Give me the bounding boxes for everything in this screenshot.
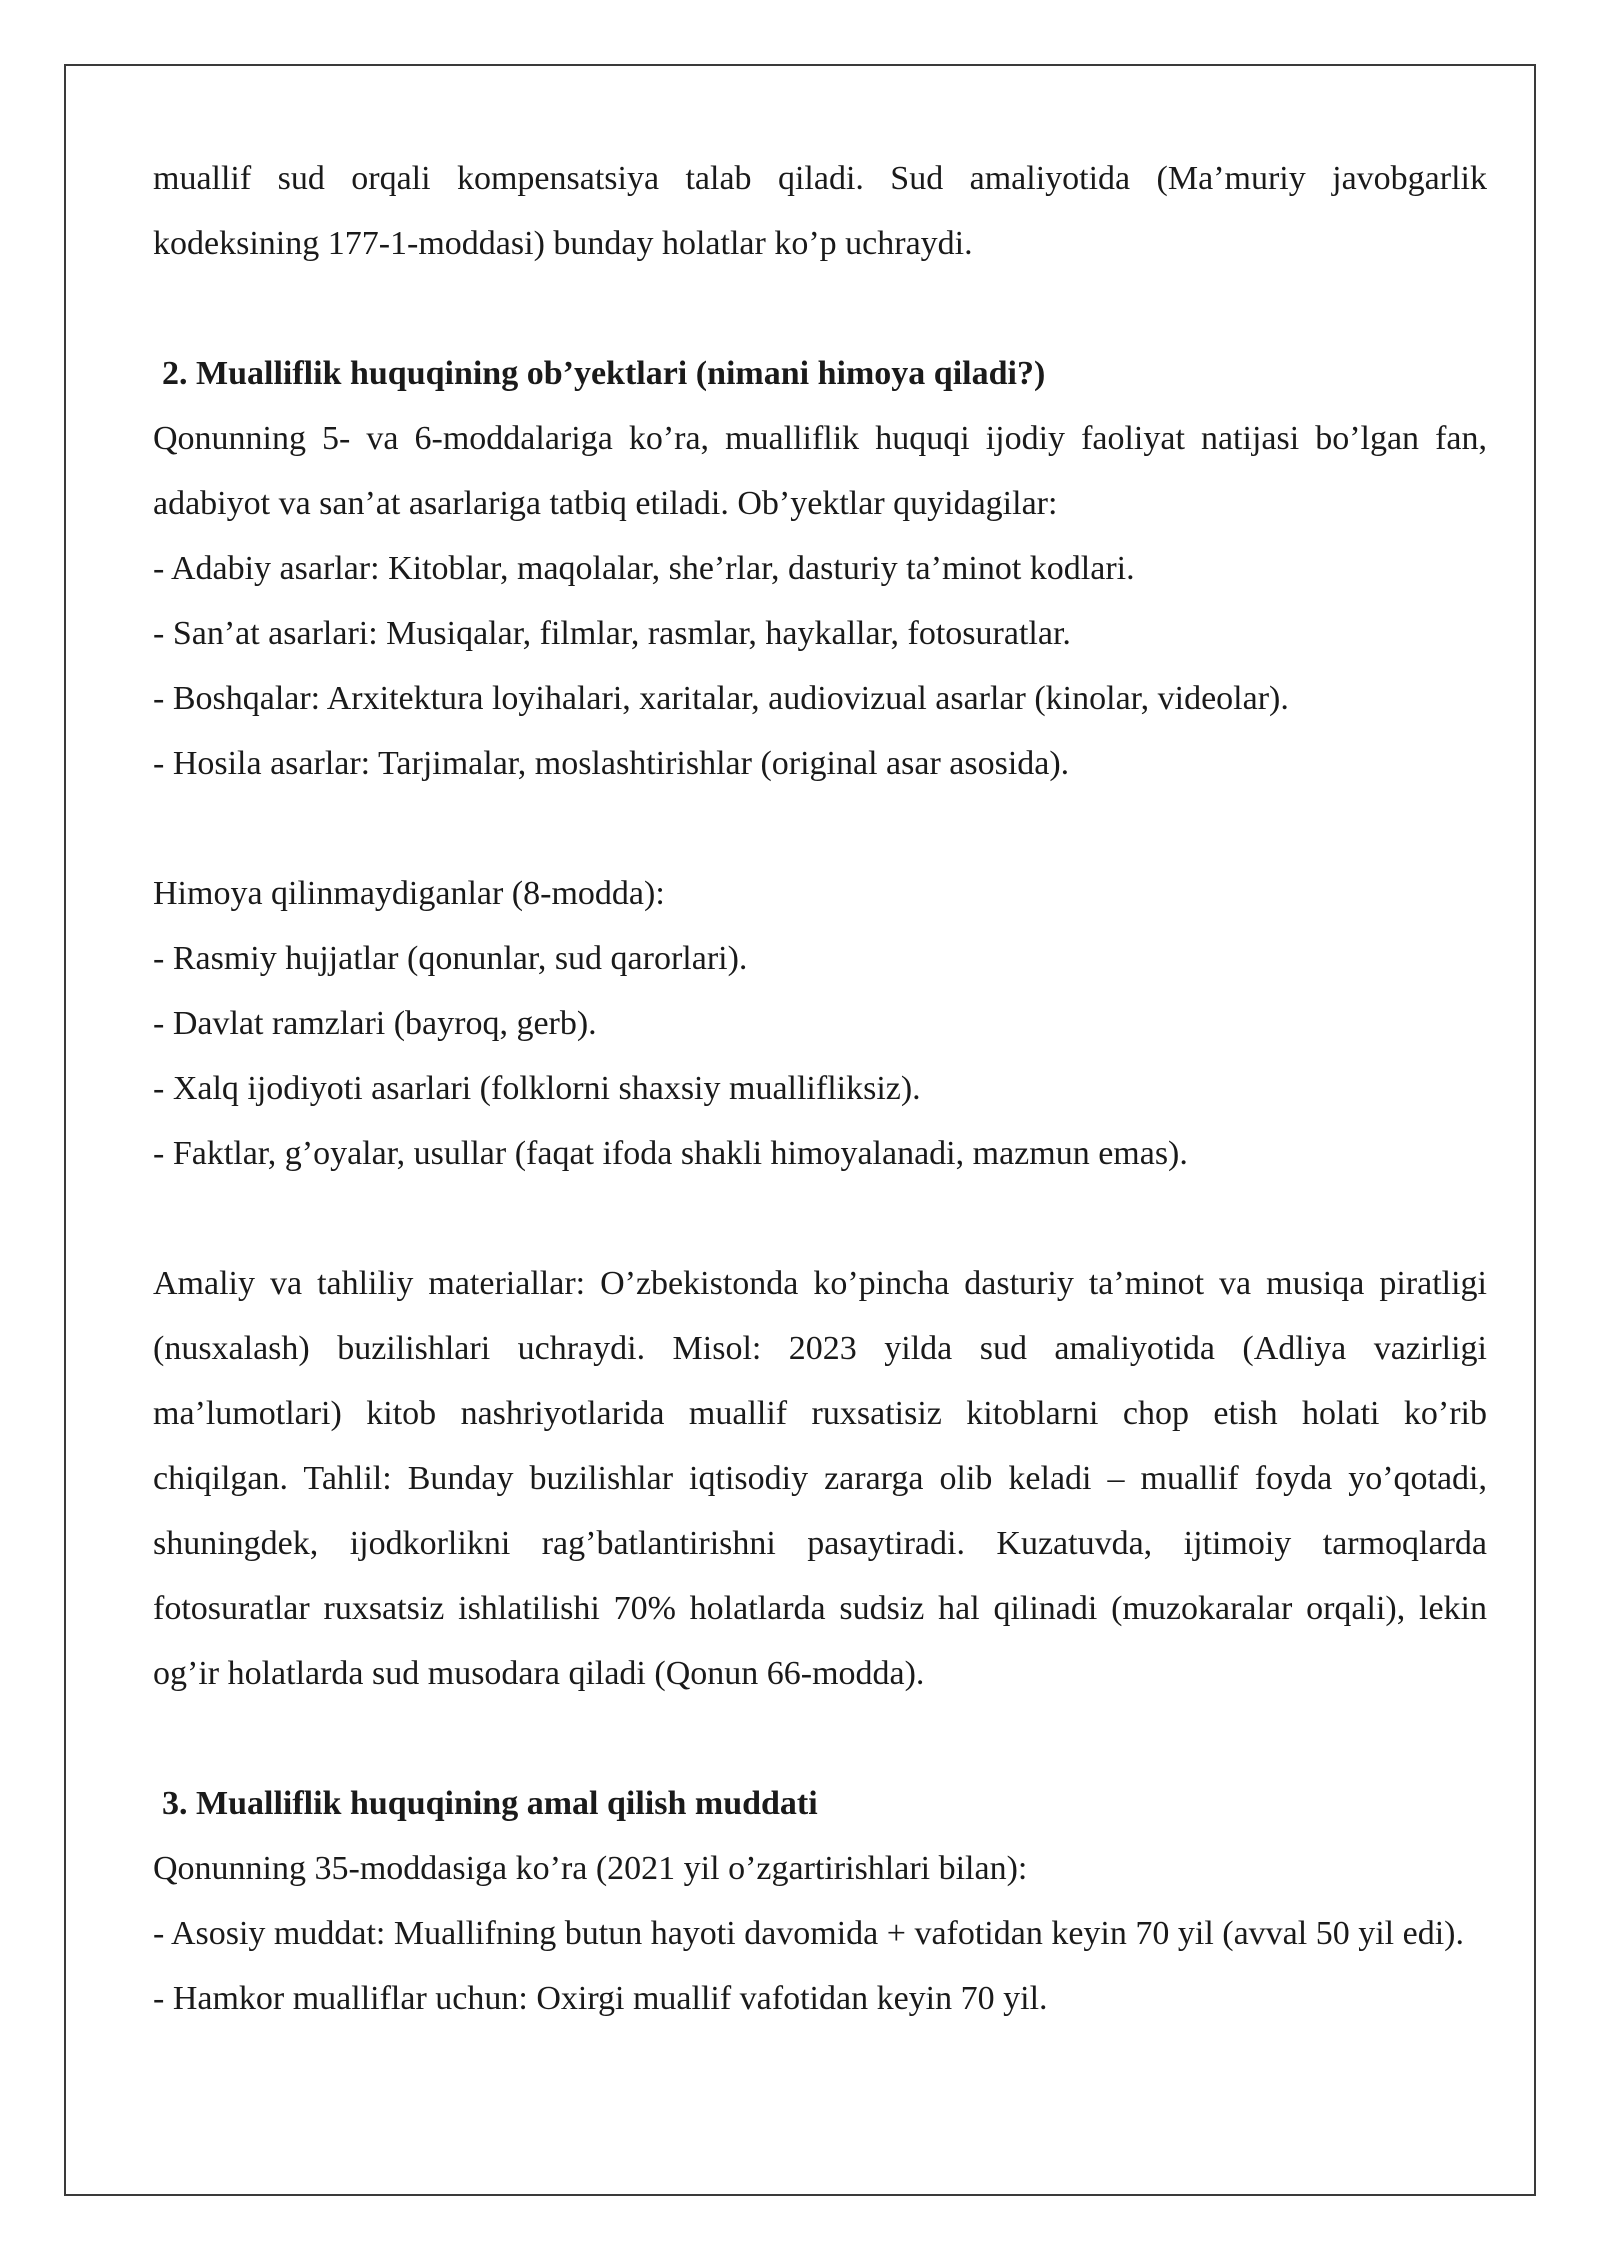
unprotected-item: - Xalq ijodiyoti asarlari (folklorni shaxsiy muallifliksiz).	[153, 1070, 921, 1107]
object-item: - Boshqalar: Arxitektura loyihalari, xaritalar, audiovizual asarlar (kinolar, videolar).	[153, 680, 1289, 717]
unprotected-title: Himoya qilinmaydiganlar (8-modda):	[153, 875, 665, 912]
object-item: - San’at asarlari: Musiqalar, filmlar, rasmlar, haykallar, fotosuratlar.	[153, 615, 1071, 652]
term-item: - Asosiy muddat: Muallifning butun hayoti davomida + vafotidan keyin 70 yil (avval 50 yil edi).	[153, 1915, 1464, 1952]
section-2-heading: 2. Mualliflik huquqining ob’yektlari (nimani himoya qiladi?)	[162, 355, 1046, 392]
spacer	[153, 1186, 1487, 1251]
object-item: - Hosila asarlar: Tarjimalar, moslashtirishlar (original asar asosida).	[153, 745, 1070, 782]
section-2-lead: Qonunning 5- va 6-moddalariga ko’ra, mualliflik huquqi ijodiy faoliyat natijasi bo’lgan fan, adabiyot va san’at asarlariga tatbiq etiladi. Ob’yektlar quyidagilar:	[153, 420, 1487, 522]
spacer	[153, 796, 1487, 861]
intro-paragraph: muallif sud orqali kompensatsiya talab qiladi. Sud amaliyotida (Ma’muriy javobgarlik kodeksining 177-1-moddasi) bunday holatlar ko’p uchraydi.	[153, 160, 1487, 262]
spacer	[153, 1706, 1487, 1771]
spacer	[153, 276, 1487, 341]
unprotected-item: - Davlat ramzlari (bayroq, gerb).	[153, 1005, 597, 1042]
section-3-heading: 3. Mualliflik huquqining amal qilish muddati	[162, 1785, 818, 1822]
document-body	[153, 146, 1487, 2031]
section-3-lead: Qonunning 35-moddasiga ko’ra (2021 yil o’zgartirishlari bilan):	[153, 1850, 1028, 1887]
unprotected-item: - Faktlar, g’oyalar, usullar (faqat ifoda shakli himoyalanadi, mazmun emas).	[153, 1135, 1188, 1172]
practice-paragraph: Amaliy va tahliliy materiallar: O’zbekistonda ko’pincha dasturiy ta’minot va musiqa piratligi (nusxalash) buzilishlari uchraydi. Misol: 2023 yilda sud amaliyotida (Adliya vazirligi ma’lumotlari) kitob nashriyotlarida muallif ruxsatisiz kitoblarni chop etish holati ko’rib chiqilgan. Tahlil: Bunday buzilishlar iqtisodiy zararga olib keladi – muallif foyda yo’qotadi, shuningdek, ijodkorlikni rag’batlantirishni pasaytiradi. Kuzatuvda, ijtimoiy tarmoqlarda fotosuratlar ruxsatsiz ishlatilishi 70% holatlarda sudsiz hal qilinadi (muzokaralar orqali), lekin og’ir holatlarda sud musodara qiladi (Qonun 66-modda).	[153, 1265, 1487, 1692]
object-item: - Adabiy asarlar: Kitoblar, maqolalar, she’rlar, dasturiy ta’minot kodlari.	[153, 550, 1135, 587]
unprotected-item: - Rasmiy hujjatlar (qonunlar, sud qarorlari).	[153, 940, 748, 977]
term-item: - Hamkor mualliflar uchun: Oxirgi muallif vafotidan keyin 70 yil.	[153, 1980, 1048, 2017]
